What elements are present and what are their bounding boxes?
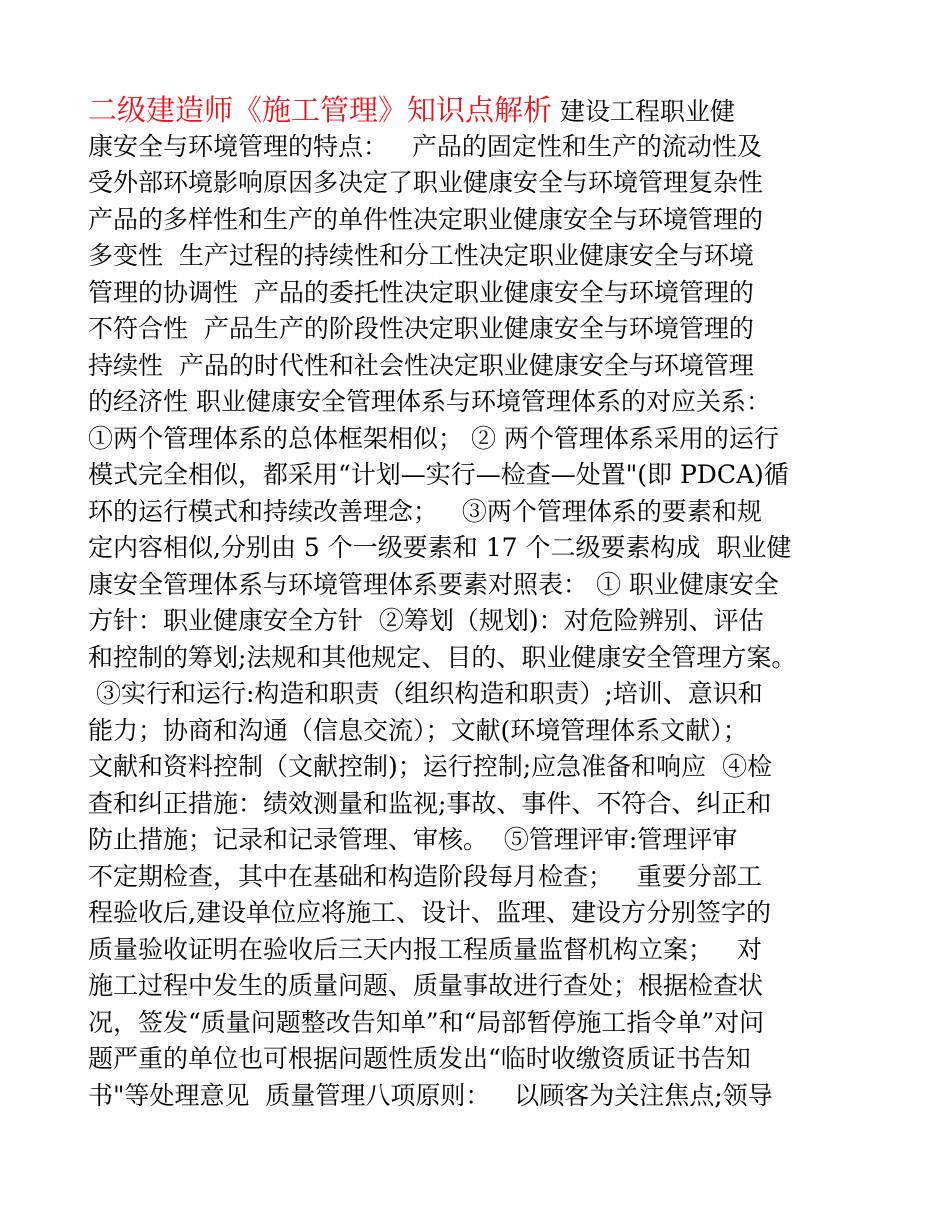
text-line: 康安全管理体系与环境管理体系要素对照表： ① 职业健康安全 xyxy=(88,569,779,599)
first-line-text: 建设工程职业健 xyxy=(552,97,735,126)
text-line: 不符合性 产品生产的阶段性决定职业健康安全与环境管理的 xyxy=(88,314,754,343)
text-line: 受外部环境影响原因多决定了职业健康安全与环境管理复杂性 xyxy=(88,168,764,197)
text-line: ③实行和运行:构造和职责（组织构造和职责）;培训、意识和 xyxy=(88,679,763,708)
text-line: 文献和资料控制（文献控制)；运行控制;应急准备和响应 ④检 xyxy=(88,752,773,781)
text-line: 和控制的筹划;法规和其他规定、目的、职业健康安全管理方案。 xyxy=(88,642,797,672)
text-line: 不定期检查，其中在基础和构造阶段每月检查； 重要分部工 xyxy=(88,861,762,891)
body-text xyxy=(88,92,878,1114)
text-line-1 xyxy=(88,92,878,129)
text-line: 查和纠正措施：绩效测量和监视;事故、事件、不符合、纠正和 xyxy=(88,788,772,818)
text-line: 康安全与环境管理的特点： 产品的固定性和生产的流动性及 xyxy=(88,131,762,161)
text-line: 产品的多样性和生产的单件性决定职业健康安全与环境管理的 xyxy=(88,204,764,234)
text-line: 书"等处理意见 质量管理八项原则： 以顾客为关注焦点;领导 xyxy=(88,1080,773,1110)
text-line: ①两个管理体系的总体框架相似； ② 两个管理体系采用的运行 xyxy=(88,423,779,453)
document-title: 二级建造师《施工管理》知识点解析 xyxy=(88,93,553,127)
text-line: 管理的协调性 产品的委托性决定职业健康安全与环境管理的 xyxy=(88,277,754,307)
text-line: 况，签发“质量问题整改告知单”和“局部暂停施工指令单”对问 xyxy=(88,1007,765,1037)
text-line: 多变性 生产过程的持续性和分工性决定职业健康安全与环境 xyxy=(88,241,754,270)
text-line: 防止措施；记录和记录管理、审核。 ⑤管理评审:管理评审 xyxy=(88,825,738,854)
text-line: 环的运行模式和持续改善理念； ③两个管理体系的要素和规 xyxy=(88,496,762,526)
text-line: 模式完全相似，都采用“计划—实行—检查—处置"(即 PDCA)循 xyxy=(88,460,789,489)
text-line: 方针：职业健康安全方针 ②筹划（规划)：对危险辨别、评估 xyxy=(88,606,764,635)
text-line: 质量验收证明在验收后三天内报工程质量监督机构立案； 对 xyxy=(88,934,762,964)
text-line: 的经济性 职业健康安全管理体系与环境管理体系的对应关系： xyxy=(88,387,771,416)
text-line: 持续性 产品的时代性和社会性决定职业健康安全与环境管理 xyxy=(88,350,754,380)
text-line: 题严重的单位也可根据问题性质发出“临时收缴资质证书告知 xyxy=(88,1044,751,1073)
text-line: 能力；协商和沟通（信息交流）；文献(环境管理体系文献）； xyxy=(88,715,748,745)
text-line: 程验收后,建设单位应将施工、设计、监理、建设方分别签字的 xyxy=(88,898,771,927)
text-line: 施工过程中发生的质量问题、质量事故进行查处；根据检查状 xyxy=(88,971,764,1000)
text-line: 定内容相似,分别由 5 个一级要素和 17 个二级要素构成 职业健 xyxy=(88,533,792,562)
